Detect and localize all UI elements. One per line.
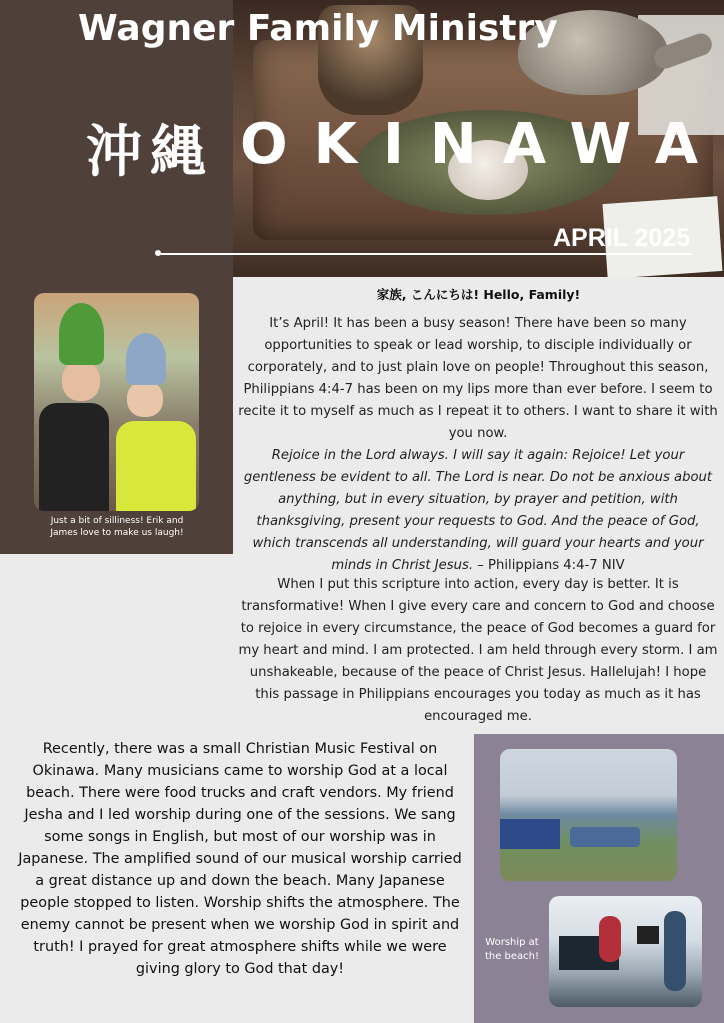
festival-paragraph: Recently, there was a small Christian Music Festival on Okinawa. Many musicians came to worship God at a local beach. There were food trucks and craft vendors. My friend Jesha and I led worship during one of the sessions. We sang some songs in English, but most of our worship was in Japanese. The amplified sound of our musical worship carried a great distance up and down the beach. Many Japanese people stopped to listen. Worship shifts the atmosphere. The enemy cannot be present when we worship God in spirit and truth! I prayed for great atmosphere shifts while we were giving glory to God that day! (18, 741, 462, 977)
date-divider (157, 253, 692, 255)
blue-hat-shape (126, 333, 166, 385)
tent-shape (500, 819, 560, 849)
family-photo (34, 293, 199, 511)
scripture-quote: Rejoice in the Lord always. I will say it again: Rejoice! Let your gentleness be evident to all. The Lord is near. Do not be anxious about anything, but in every situation, by prayer and petition, with thanksgiving, present your requests to God. And the peace of God, which transcends all understanding, will guard your hearts and your minds in Christ Jesus. (243, 448, 713, 573)
scripture-block (236, 445, 720, 577)
beach-festival-photo (500, 749, 677, 881)
singer-shape (664, 911, 686, 991)
worship-stage-photo (549, 896, 702, 1007)
scripture-reference: – Philippians 4:4-7 NIV (473, 558, 625, 573)
family-photo-caption: Just a bit of silliness! Erik and James love to make us laugh! (50, 516, 184, 538)
greeting: 家族, こんにちは! Hello, Family! (376, 287, 581, 302)
person-shape (116, 421, 196, 511)
musician-shape (599, 916, 621, 962)
date-divider-dot (155, 250, 161, 256)
okinawa-title: OKINAWA (240, 112, 724, 177)
person-shape (39, 403, 109, 511)
letter-paragraph-1: It’s April! It has been a busy season! There have been so many opportunities to speak or lead worship, to disciple individually or corporately, and to just plain love on people! Throughout this season, Philippians 4:4-7 has been on my lips more than ever before. I seem to recite it to myself as much as I repeat it to others. I want to share it with you now. (238, 316, 718, 441)
green-hat-shape (59, 303, 104, 365)
face-shape (127, 381, 163, 417)
okinawa-kanji: 沖縄 (86, 120, 214, 185)
face-shape (62, 361, 100, 401)
stage-shape (570, 827, 640, 847)
issue-date: APRIL 2025 (553, 224, 691, 252)
letter-paragraph-2: When I put this scripture into action, every day is better. It is transformative! When I give every care and concern to God and choose to rejoice in every circumstance, the peace of God becomes a guard for my heart and mind. I am protected. I am held through every storm. I am unshakeable, because of the peace of Christ Jesus. Hallelujah! I hope this passage in Philippians encourages you today as much as it has encouraged me. (238, 577, 718, 724)
festival-photo-caption: Worship at the beach! (484, 937, 540, 962)
music-stand-shape (637, 926, 659, 944)
brand-title: Wagner Family Ministry (78, 8, 558, 49)
